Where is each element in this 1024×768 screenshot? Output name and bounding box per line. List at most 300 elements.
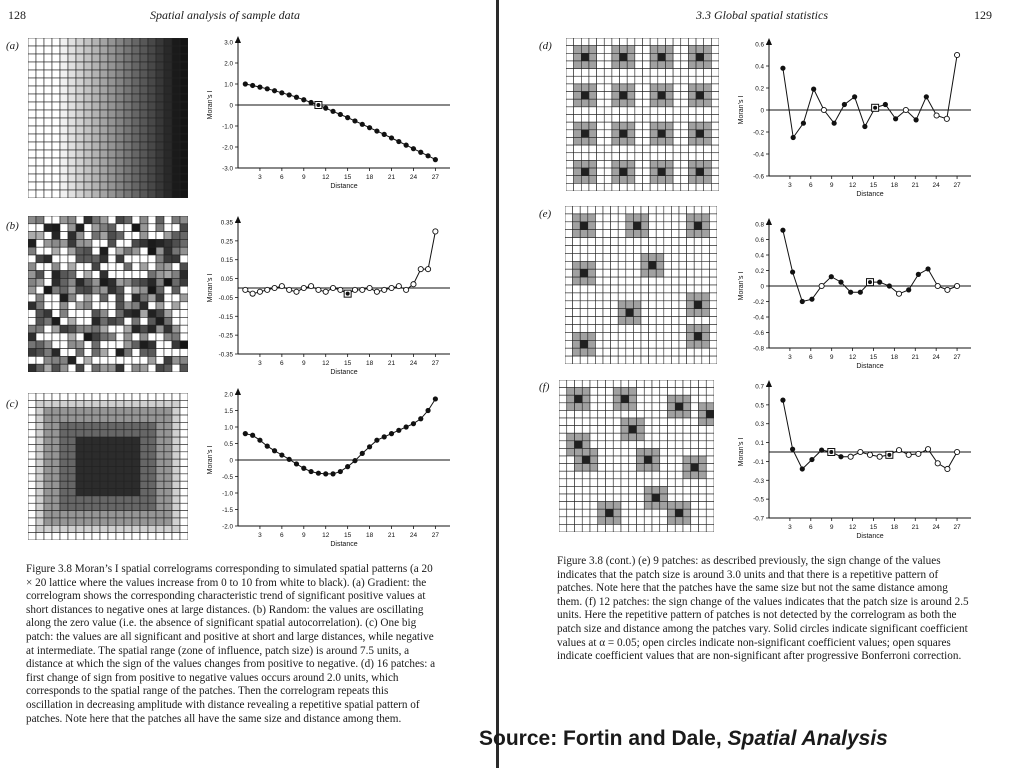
lattice-cell xyxy=(68,278,76,286)
lattice-cell xyxy=(613,403,621,411)
lattice-cell xyxy=(606,441,614,449)
lattice-cell xyxy=(116,78,124,86)
lattice-cell xyxy=(699,524,707,532)
lattice-cell xyxy=(52,349,60,357)
lattice-cell xyxy=(76,489,84,496)
lattice-cell xyxy=(84,78,92,86)
series-line xyxy=(245,231,435,293)
lattice-cell xyxy=(687,301,695,309)
lattice-cell xyxy=(100,302,108,310)
lattice-cell xyxy=(148,422,156,429)
lattice-cell xyxy=(148,126,156,134)
lattice-cell xyxy=(702,277,710,285)
lattice-cell xyxy=(565,309,573,317)
lattice-cell xyxy=(76,118,84,126)
lattice-cell xyxy=(559,486,567,494)
lattice-cell xyxy=(180,459,188,466)
x-tick-label: 21 xyxy=(387,360,396,367)
lattice-cell xyxy=(633,356,641,364)
lattice-cell xyxy=(652,471,660,479)
lattice-cell xyxy=(84,263,92,271)
lattice-cell xyxy=(116,511,124,518)
y-tick-label: 1.5 xyxy=(224,408,233,415)
lattice-cell xyxy=(633,261,641,269)
lattice-cell xyxy=(172,459,180,466)
lattice-cell xyxy=(687,348,695,356)
lattice-cell xyxy=(582,418,590,426)
lattice-cell xyxy=(668,410,676,418)
lattice-cell xyxy=(28,126,36,134)
lattice-cell xyxy=(116,232,124,240)
lattice-cell xyxy=(618,246,626,254)
lattice-cell xyxy=(590,410,598,418)
lattice-cell xyxy=(704,183,712,191)
lattice-cell xyxy=(36,364,44,372)
lattice-cell xyxy=(68,255,76,263)
lattice-cell xyxy=(172,333,180,341)
lattice-gradient xyxy=(28,38,188,198)
lattice-cell xyxy=(589,53,597,61)
lattice-cell xyxy=(180,263,188,271)
lattice-cell xyxy=(44,408,52,415)
lattice-cell xyxy=(620,153,628,161)
lattice-cell xyxy=(668,479,676,487)
lattice-cell xyxy=(580,317,588,325)
lattice-cell xyxy=(108,86,116,94)
lattice-cell xyxy=(76,496,84,503)
lattice-cell xyxy=(36,408,44,415)
lattice-cell xyxy=(140,349,148,357)
y-axis-label: Moran’s I xyxy=(207,273,214,303)
lattice-cell xyxy=(100,511,108,518)
lattice-cell xyxy=(124,444,132,451)
lattice-cell xyxy=(60,255,68,263)
lattice-cell xyxy=(44,118,52,126)
lattice-cell xyxy=(604,76,612,84)
lattice-cell xyxy=(148,54,156,62)
lattice-cell xyxy=(172,408,180,415)
lattice-cell xyxy=(694,214,702,222)
lattice-cell xyxy=(68,247,76,255)
lattice-cell xyxy=(656,269,664,277)
lattice-cell xyxy=(635,115,643,123)
lattice-cell xyxy=(604,115,612,123)
lattice-cell xyxy=(588,214,596,222)
lattice-cell xyxy=(618,348,626,356)
lattice-cell xyxy=(172,70,180,78)
x-tick-label: 24 xyxy=(409,174,418,181)
lattice-cell xyxy=(629,464,637,472)
lattice-cell xyxy=(709,356,717,364)
lattice-cell xyxy=(566,107,574,115)
lattice-cell xyxy=(567,410,575,418)
lattice-cell xyxy=(573,222,581,230)
lattice-cell xyxy=(180,126,188,134)
lattice-cell xyxy=(140,94,148,102)
data-point-bonferroni-dot xyxy=(316,103,320,107)
x-tick-label: 6 xyxy=(808,182,813,189)
lattice-cell xyxy=(108,126,116,134)
data-point-significant xyxy=(323,471,328,476)
lattice-cell xyxy=(574,53,582,61)
lattice-cell xyxy=(567,464,575,472)
x-tick-label: 27 xyxy=(431,360,439,367)
lattice-cell xyxy=(683,410,691,418)
y-tick-label: -0.7 xyxy=(753,515,764,523)
lattice-cell xyxy=(140,150,148,158)
lattice-cell xyxy=(613,388,621,396)
lattice-cell xyxy=(573,238,581,246)
lattice-cell xyxy=(140,216,148,224)
lattice-cell xyxy=(665,137,673,145)
lattice-cell xyxy=(641,340,649,348)
lattice-cell xyxy=(36,444,44,451)
lattice-cell xyxy=(172,356,180,364)
lattice-cell xyxy=(148,467,156,474)
lattice-cell xyxy=(180,271,188,279)
y-tick-label: 0.8 xyxy=(755,221,764,229)
data-point-nonsignificant xyxy=(272,285,277,290)
lattice-cell xyxy=(635,84,643,92)
lattice-cell xyxy=(711,92,719,100)
lattice-cell xyxy=(581,145,589,153)
lattice-cell xyxy=(627,176,635,184)
lattice-cell xyxy=(124,166,132,174)
lattice-cell xyxy=(28,182,36,190)
lattice-cell xyxy=(641,261,649,269)
lattice-cell xyxy=(156,247,164,255)
lattice-cell xyxy=(28,278,36,286)
lattice-cell xyxy=(100,444,108,451)
lattice-cell xyxy=(618,325,626,333)
lattice-cell xyxy=(76,422,84,429)
lattice-cell xyxy=(582,426,590,434)
lattice-cell xyxy=(581,183,589,191)
lattice-cell xyxy=(172,310,180,318)
lattice-cell xyxy=(621,433,629,441)
lattice-cell xyxy=(92,467,100,474)
lattice-cell xyxy=(76,247,84,255)
x-tick-label: 24 xyxy=(409,360,418,367)
y-axis-label: Moran’s I xyxy=(207,90,214,120)
lattice-cell xyxy=(52,247,60,255)
lattice-cell xyxy=(36,317,44,325)
lattice-cell xyxy=(589,107,597,115)
series-line xyxy=(783,400,957,469)
lattice-cell xyxy=(588,222,596,230)
lattice-cell xyxy=(44,364,52,372)
lattice-cell xyxy=(679,325,687,333)
lattice-cell xyxy=(696,145,704,153)
lattice-cell xyxy=(116,158,124,166)
lattice-cell xyxy=(626,309,634,317)
data-point-significant xyxy=(257,85,262,90)
lattice-cell xyxy=(108,422,116,429)
lattice-cell xyxy=(694,246,702,254)
lattice-cell xyxy=(633,214,641,222)
lattice-cell xyxy=(582,433,590,441)
lattice-cell xyxy=(633,269,641,277)
lattice-cell xyxy=(679,277,687,285)
lattice-cell xyxy=(621,471,629,479)
lattice-cell xyxy=(573,253,581,261)
lattice-cell xyxy=(665,160,673,168)
lattice-cell xyxy=(704,122,712,130)
lattice-cell xyxy=(60,325,68,333)
lattice-cell xyxy=(28,481,36,488)
lattice-cell xyxy=(696,107,704,115)
lattice-cell xyxy=(172,317,180,325)
lattice-cell xyxy=(132,271,140,279)
x-tick-label: 15 xyxy=(869,354,878,361)
lattice-cell xyxy=(589,115,597,123)
lattice-cell xyxy=(84,518,92,525)
lattice-cell xyxy=(116,310,124,318)
y-tick-label: -2.0 xyxy=(222,144,233,152)
lattice-cell xyxy=(108,190,116,198)
lattice-cell xyxy=(164,364,172,372)
lattice-cell xyxy=(44,86,52,94)
data-point-significant xyxy=(801,121,806,126)
data-point-nonsignificant xyxy=(360,287,365,292)
lattice-cell xyxy=(620,115,628,123)
lattice-cell xyxy=(148,452,156,459)
data-point-significant xyxy=(243,81,248,86)
lattice-cell xyxy=(598,388,606,396)
lattice-cell xyxy=(140,333,148,341)
lattice-cell xyxy=(629,494,637,502)
lattice-cell xyxy=(172,422,180,429)
lattice-cell xyxy=(580,230,588,238)
lattice-cell xyxy=(702,230,710,238)
lattice-cell xyxy=(641,238,649,246)
lattice-cell xyxy=(180,481,188,488)
lattice-cell xyxy=(696,99,704,107)
lattice-cell xyxy=(671,293,679,301)
lattice-cell xyxy=(566,53,574,61)
data-point-nonsignificant xyxy=(935,461,940,466)
lattice-cell xyxy=(590,494,598,502)
lattice-cell xyxy=(620,107,628,115)
lattice-cell xyxy=(68,86,76,94)
lattice-cell xyxy=(650,130,658,138)
lattice-cell xyxy=(108,286,116,294)
lattice-cell xyxy=(28,422,36,429)
lattice-cell xyxy=(172,496,180,503)
lattice-cell xyxy=(702,206,710,214)
lattice-cell xyxy=(691,418,699,426)
lattice-cell xyxy=(691,441,699,449)
lattice-cell xyxy=(156,437,164,444)
lattice-cell xyxy=(76,62,84,70)
lattice-cell xyxy=(100,400,108,407)
lattice-cell xyxy=(658,46,666,54)
lattice-cell xyxy=(76,46,84,54)
lattice-cell xyxy=(618,277,626,285)
lattice-cell xyxy=(76,110,84,118)
lattice-cell xyxy=(679,246,687,254)
lattice-cell xyxy=(613,426,621,434)
lattice-cell xyxy=(699,418,707,426)
lattice-cell xyxy=(629,395,637,403)
lattice-cell xyxy=(671,356,679,364)
lattice-cell xyxy=(629,426,637,434)
lattice-cell xyxy=(116,150,124,158)
lattice-cell xyxy=(68,503,76,510)
lattice-cell xyxy=(588,301,596,309)
lattice-cell xyxy=(612,160,620,168)
lattice-cell xyxy=(60,182,68,190)
lattice-cell xyxy=(180,78,188,86)
lattice-cell xyxy=(626,269,634,277)
lattice-cell xyxy=(612,122,620,130)
x-tick-label: 6 xyxy=(808,354,813,361)
data-point-nonsignificant xyxy=(352,287,357,292)
lattice-cell xyxy=(180,325,188,333)
lattice-cell xyxy=(164,70,172,78)
lattice-cell xyxy=(559,388,567,396)
lattice-cell xyxy=(28,38,36,46)
lattice-cell xyxy=(92,317,100,325)
lattice-cell xyxy=(76,142,84,150)
lattice-cell xyxy=(702,309,710,317)
lattice-cell xyxy=(567,403,575,411)
data-point-nonsignificant xyxy=(330,285,335,290)
lattice-cell xyxy=(148,142,156,150)
lattice-cell xyxy=(637,524,645,532)
lattice-cell xyxy=(68,110,76,118)
lattice-cell xyxy=(52,415,60,422)
lattice-cell xyxy=(652,448,660,456)
lattice-cell xyxy=(92,126,100,134)
lattice-cell xyxy=(164,46,172,54)
lattice-cell xyxy=(92,158,100,166)
lattice-cell xyxy=(132,54,140,62)
data-point-significant xyxy=(301,466,306,471)
lattice-cell xyxy=(627,92,635,100)
lattice-cell xyxy=(644,418,652,426)
lattice-cell xyxy=(68,452,76,459)
lattice-cell xyxy=(675,388,683,396)
lattice-cell xyxy=(566,130,574,138)
lattice-cell xyxy=(691,395,699,403)
lattice-cell xyxy=(683,395,691,403)
lattice-cell xyxy=(694,356,702,364)
lattice-cell xyxy=(658,160,666,168)
lattice-cell xyxy=(656,301,664,309)
lattice-cell xyxy=(60,174,68,182)
lattice-cell xyxy=(100,70,108,78)
lattice-cell xyxy=(565,348,573,356)
lattice-cell xyxy=(124,150,132,158)
lattice-cell xyxy=(588,317,596,325)
x-tick-label: 6 xyxy=(280,360,284,367)
lattice-cell xyxy=(180,110,188,118)
lattice-cell xyxy=(644,464,652,472)
lattice-cell xyxy=(696,46,704,54)
lattice-cell xyxy=(580,277,588,285)
x-tick-label: 12 xyxy=(848,354,857,361)
lattice-cell xyxy=(691,433,699,441)
lattice-cell xyxy=(116,333,124,341)
lattice-cell xyxy=(650,176,658,184)
lattice-cell xyxy=(575,395,583,403)
lattice-cell xyxy=(620,76,628,84)
lattice-cell xyxy=(688,183,696,191)
lattice-cell xyxy=(156,496,164,503)
lattice-cell xyxy=(76,158,84,166)
lattice-cell xyxy=(148,356,156,364)
lattice-cell xyxy=(124,174,132,182)
lattice-cell xyxy=(92,444,100,451)
lattice-cell xyxy=(180,174,188,182)
lattice-cell xyxy=(595,238,603,246)
lattice-cell xyxy=(52,364,60,372)
y-tick-label: -0.2 xyxy=(753,299,764,306)
lattice-cell xyxy=(664,340,672,348)
data-point-significant xyxy=(338,469,343,474)
lattice-cell xyxy=(28,94,36,102)
lattice-cell xyxy=(612,92,620,100)
lattice-cell xyxy=(156,224,164,232)
x-tick-label: 21 xyxy=(911,182,919,189)
lattice-cell xyxy=(60,263,68,271)
lattice-cell xyxy=(148,317,156,325)
lattice-cell xyxy=(691,380,699,388)
lattice-cell xyxy=(566,46,574,54)
lattice-cell xyxy=(589,145,597,153)
x-tick-label: 9 xyxy=(301,174,306,181)
lattice-cell xyxy=(664,230,672,238)
lattice-cell xyxy=(597,99,605,107)
lattice-cell xyxy=(688,153,696,161)
lattice-cell xyxy=(612,137,620,145)
lattice-cell xyxy=(582,380,590,388)
lattice-cell xyxy=(28,437,36,444)
lattice-cell xyxy=(44,255,52,263)
lattice-cell xyxy=(612,69,620,77)
lattice-cell xyxy=(108,518,116,525)
lattice-cell xyxy=(687,340,695,348)
lattice-cell xyxy=(627,153,635,161)
lattice-cell xyxy=(688,76,696,84)
data-point-significant xyxy=(287,92,292,97)
lattice-cell xyxy=(44,415,52,422)
lattice-cell xyxy=(36,294,44,302)
lattice-cell xyxy=(580,261,588,269)
lattice-cell xyxy=(649,309,657,317)
lattice-cell xyxy=(100,94,108,102)
lattice-cell xyxy=(140,255,148,263)
lattice-cell xyxy=(52,525,60,532)
lattice-cell xyxy=(611,222,619,230)
lattice-cell xyxy=(597,53,605,61)
lattice-cell xyxy=(92,325,100,333)
lattice-cell xyxy=(92,38,100,46)
lattice-cell xyxy=(172,481,180,488)
lattice-cell xyxy=(621,494,629,502)
lattice-cell xyxy=(180,102,188,110)
lattice-cell xyxy=(595,253,603,261)
lattice-cell xyxy=(124,400,132,407)
lattice-cell xyxy=(702,269,710,277)
lattice-cell xyxy=(668,509,676,517)
lattice-cell xyxy=(702,214,710,222)
lattice-cell xyxy=(76,286,84,294)
lattice-cell xyxy=(611,332,619,340)
lattice-cell xyxy=(637,509,645,517)
lattice-cell xyxy=(156,110,164,118)
